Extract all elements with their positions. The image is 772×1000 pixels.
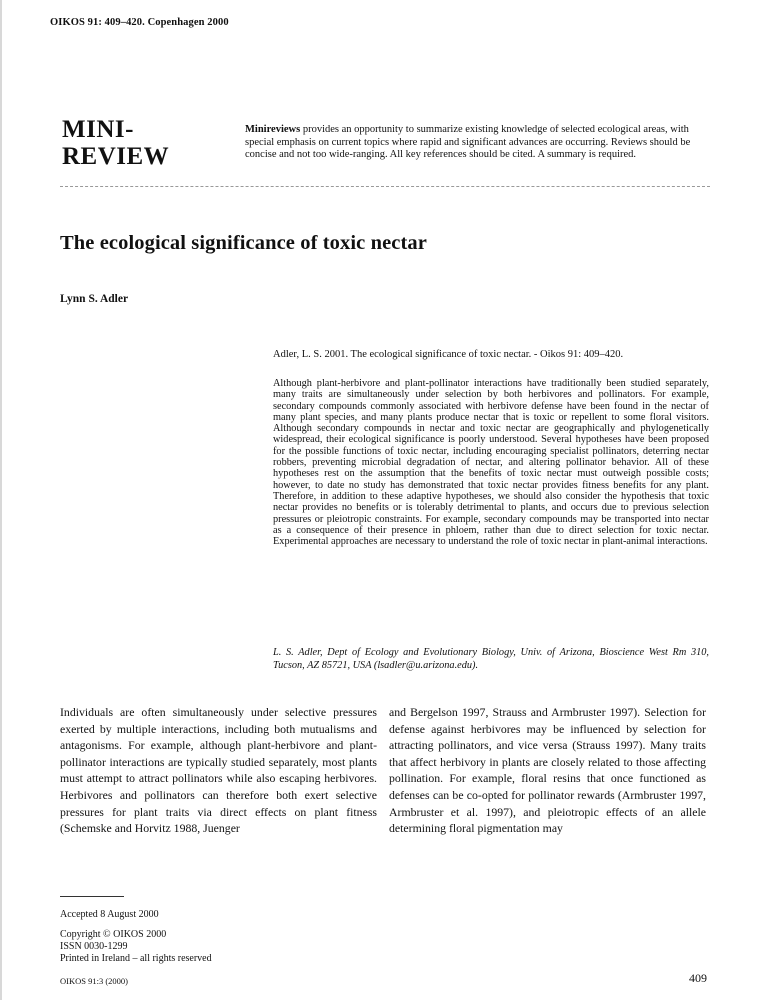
section-label [62, 116, 169, 170]
body-text-left-column: Individuals are often simultaneously under selective pressures exerted by multiple interactions, including both mutualisms and antagonisms. For example, although plant-herbivore and plant-pollinator interactions are typically studied separately, most plants must attempt to attract pollinators while also escaping herbivores. Herbivores and pollinators can therefore both exert selective pressures for plant traits via direct effects on plant fitness (Schemske and Horvitz 1988, Juenger [60, 705, 377, 836]
journal-header: OIKOS 91: 409–420. Copenhagen 2000 [50, 17, 229, 28]
issn: ISSN 0030-1299 [60, 941, 128, 952]
section-label-line1: MINI- [62, 116, 134, 143]
section-description [245, 124, 705, 162]
copyright: Copyright © OIKOS 2000 [60, 929, 167, 940]
section-description-bold: Minireviews [245, 124, 301, 135]
author-affiliation: L. S. Adler, Dept of Ecology and Evolutionary Biology, Univ. of Arizona, Bioscience West Rm 310, Tucson, AZ 85721, USA (lsadler@u.arizona.edu). [273, 647, 709, 671]
printed-notice: Printed in Ireland – all rights reserved [60, 953, 212, 964]
article-title: The ecological significance of toxic nectar [60, 232, 427, 254]
footnote-divider [60, 896, 124, 897]
page-number: 409 [689, 971, 707, 985]
accepted-date: Accepted 8 August 2000 [60, 909, 159, 920]
section-label-line2: REVIEW [62, 143, 170, 170]
citation: Adler, L. S. 2001. The ecological significance of toxic nectar. - Oikos 91: 409–420. [273, 349, 624, 360]
section-description-text: provides an opportunity to summarize existing knowledge of selected ecological areas, with special emphasis on current topics where rapid and significant advances are occurring. Reviews should be concise and not too wide-ranging. All key references should be cited. A summary is required. [245, 124, 691, 160]
author-name: Lynn S. Adler [60, 293, 129, 305]
divider [60, 186, 710, 187]
journal-issue: OIKOS 91:3 (2000) [60, 976, 128, 986]
abstract: Although plant-herbivore and plant-pollinator interactions have traditionally been studied separately, many traits are simultaneously under selection by both herbivores and pollinators. For example, secondary compounds commonly associated with herbivore defense have been found in the nectar of many plant species, and many plants produce nectar that is toxic or repellent to some floral visitors. Although secondary compounds in nectar and toxic nectar are geographically and phylogenetically widespread, their ecological significance is poorly understood. Several hypotheses have been proposed for the possible functions of toxic nectar, including encouraging specialist pollinators, deterring nectar robbers, preventing microbial degradation of nectar, and altering pollinator behavior. All of these hypotheses rest on the assumption that the benefits of toxic nectar must outweigh possible costs; however, to date no study has demonstrated that toxic nectar provides fitness benefits for any plant. Therefore, in addition to these adaptive hypotheses, we should also consider the hypothesis that toxic nectar provides no benefits or is tolerably detrimental to plants, and occurs due to previous selection pressures or pleiotropic constraints. For example, secondary compounds may be transported into nectar as a consequence of their presence in phloem, rather than due to direct selection for toxic nectar. Experimental approaches are necessary to understand the role of toxic nectar in plant-animal interactions. [273, 378, 709, 548]
body-text-right-column: and Bergelson 1997, Strauss and Armbruster 1997). Selection for defense against herbivores may be influenced by selection for attracting pollinators, and vice versa (Strauss 1997). Many traits that affect herbivory in plants are closely related to those affecting pollination. For example, floral resins that once functioned as defenses can be co-opted for pollinator rewards (Armbruster 1997, Armbruster et al. 1997), and pleiotropic effects of an allele determining floral pigmentation may [389, 705, 706, 836]
page-edge [0, 0, 2, 1000]
